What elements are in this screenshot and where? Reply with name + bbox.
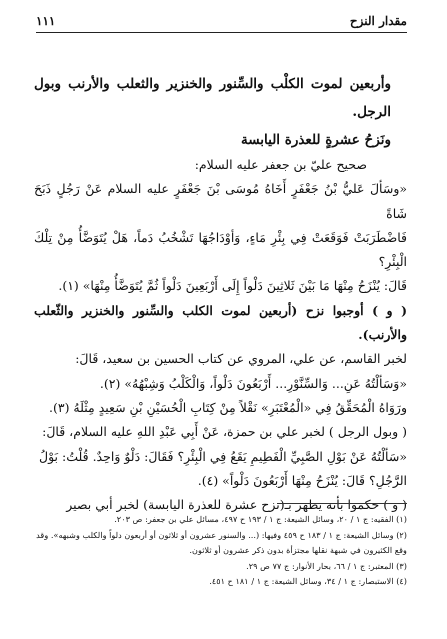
text-line: ( و ) حكموا بأنه يطهر بـ(نزح عشرة للعذرة اليابسة) لخبر أبي بصير [66,497,407,513]
page-number: ١١١ [36,14,56,28]
footnote: وقع الكثيرون في شبهة نقلها مجتزأة بدون ذكر عشرون أو ثلاثون. [189,545,407,555]
intro-line: وأربعين لموت الكلْب والسِّنور والخنزير والثعلب والأرنب وبول الرجل. [34,76,391,120]
running-header [36,14,407,33]
footnote-separator [277,503,407,504]
text-line: قَالَ: يُنْزَحُ مِنْهَا مَا بَيْنَ ثَلاثِينَ دَلْواً إِلَى أَرْبَعِينَ دَلْواً ثُمَّ يُتَوَضَّأُ مِنْهَا» (١). [58,278,407,294]
text-line: «وسَألَ عَليُّ بْنُ جَعْفَرٍ أَخَاهُ مُوسَى بْنَ جَعْفَرٍ عليه السلام عَنْ رَجُلٍ ذَبَحَ شَاةً [34,181,407,221]
narration-heading: صحيح عليّ بن جعفر عليه السلام: [194,157,367,172]
text-line: الرَّجُلِ؟ قَالَ: يُنْزَحُ مِنْهَا أَرْبَعُونَ دَلْواً» (٤). [197,472,407,488]
text-line: لخبر القاسم، عن علي، المروي عن كتاب الحسين بن سعيد، قَالَ: [75,351,407,367]
text-line: «سَألْتُهُ عَنْ بَوْلِ الصَّبِيِّ الْفَطِيمِ يَقَعُ فِي الْبِئْرِ؟ فَقَالَ: دَلْوٌ وَاحِدٌ. قُلْتُ: بَوْلُ [39,448,407,464]
text-line: «وَسَألْتُهُ عَنِ... وَالسِّنَّوْرِ... أَرْبَعُونَ دَلْواً، وَالْكَلْبُ وَشِبْهُهُ» (٢). [99,375,407,391]
footnote: (١) الفقيه: ج ١ / ٢٠، وسائل الشيعة: ج ١ / ١٩٣ ح ٤٩٧، مسائل علي بن جعفر: ص ٢٠٣. [114,514,407,524]
text-line: فَاضْطَرَبَتْ فَوَقَعَتْ فِي بِئْرِ مَاءٍ، وَأوْدَاجُهَا تَشْخُبُ دَماً، هَلْ يُتَوَضَّأُ مِنْ تِلْكَ الْبِئْرِ؟ [34,229,407,270]
intro-line: ونَزحُ عشرةٍ للعذرة اليابسة [240,132,391,148]
text-line: ( وبول الرجل ) لخبر علي بن حمزة، عَنْ أَبِي عَبْدِ اللهِ عليه السلام، قَالَ: [42,424,407,440]
footnote: (٤) الاستبصار: ج ١ / ٣٤، وسائل الشيعة: ج ١ / ١٨١ ح ٤٥١. [209,576,407,586]
footnote: (٣) المعتبر: ج ١ / ٦٦، بحار الأنوار: ج ٧٧ ص ٢٩. [246,560,407,571]
intro-paragraph [34,70,391,154]
header-title: مقدار النزح [349,14,407,28]
main-text [34,153,407,517]
text-line: ( و ) أوجبوا نزح (أربعين لموت الكلب والسِّنور والخنزير والثّعلب والأرنب). [34,302,407,343]
text-line: ورَوَاهُ الْمُحَقِّقُ فِي «الْمُعْتَبَرِ» نَقْلاً مِنْ كِتَابِ الْحُسَيْنِ بْنِ سَعِيدٍ مِثْلَهُ (٣). [49,399,407,415]
footnotes [34,512,407,590]
footnote: (٢) وسائل الشيعة: ج ١ / ١٨٣ ح ٤٥٩ وفيها: (... والسنور عشرون أو ثلاثون أو أربعون دلواً والكلب وشبهه». وقد [36,529,407,540]
